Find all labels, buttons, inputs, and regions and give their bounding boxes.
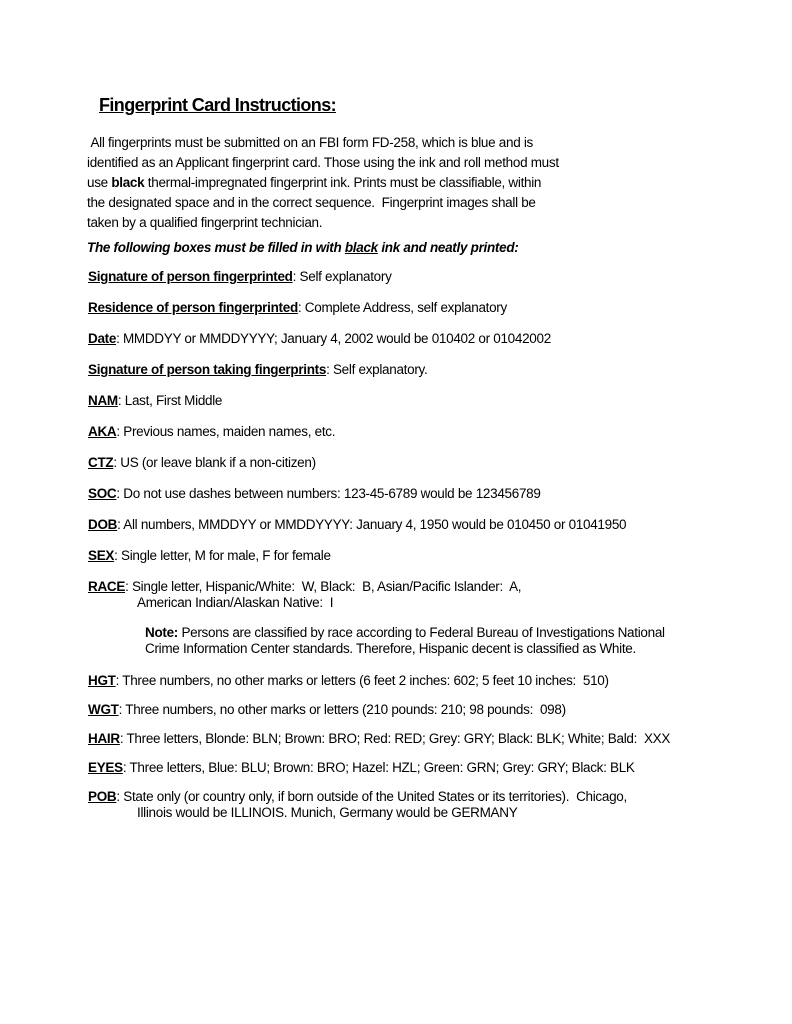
bold-word-black: black	[111, 175, 145, 190]
field-sex	[88, 548, 762, 564]
field-line	[88, 789, 762, 805]
field-label: Signature of person taking fingerprints	[88, 362, 327, 377]
intro-line-2: identified as an Applicant fingerprint card. Those using the ink and roll method must	[87, 155, 559, 170]
field-text: : Last, First Middle	[117, 393, 223, 408]
field-continuation: Illinois would be ILLINOIS. Munich, Germany would be GERMANY	[137, 805, 518, 820]
field-text: : Self explanatory.	[326, 362, 428, 377]
field-soc	[88, 486, 762, 502]
underlined-word-black: black	[344, 240, 378, 255]
field-label: Signature of person fingerprinted	[88, 269, 293, 284]
field-label: EYES	[88, 760, 123, 775]
field-text: : MMDDYY or MMDDYYYY; January 4, 2002 would be 010402 or 01042002	[116, 331, 551, 346]
field-signature-taking	[88, 362, 762, 378]
note-label: Note:	[145, 625, 178, 640]
field-text: : Three letters, Blonde: BLN; Brown: BRO; Red: RED; Grey: GRY; Black: BLK; White; Bald: XXX	[119, 731, 671, 746]
intro-line-5: taken by a qualified fingerprint technician.	[87, 215, 323, 230]
field-ctz	[88, 455, 762, 471]
intro-line-4: the designated space and in the correct sequence. Fingerprint images shall be	[87, 195, 536, 210]
field-label: RACE	[88, 579, 126, 594]
field-text: : Single letter, M for male, F for female	[114, 548, 331, 563]
field-wgt	[88, 702, 762, 718]
field-text: : State only (or country only, if born outside of the United States or its territories). Chicago,	[116, 789, 627, 804]
field-text: : Single letter, Hispanic/White: W, Black: B, Asian/Pacific Islander: A,	[125, 579, 522, 594]
note-line-2: Crime Information Center standards. Therefore, Hispanic decent is classified as White.	[145, 641, 636, 656]
intro-line-1: All fingerprints must be submitted on an FBI form FD-258, which is blue and is	[87, 135, 534, 150]
field-text: : Do not use dashes between numbers: 123-45-6789 would be 123456789	[116, 486, 541, 501]
boxes-instruction-heading: The following boxes must be filled in with black ink and neatly printed:	[87, 240, 519, 255]
field-text: : Self explanatory	[292, 269, 392, 284]
field-text: : Previous names, maiden names, etc.	[116, 424, 336, 439]
field-label: HAIR	[88, 731, 120, 746]
field-text: : Complete Address, self explanatory	[297, 300, 507, 315]
intro-paragraph	[87, 133, 752, 233]
field-eyes	[88, 760, 762, 776]
field-hgt	[88, 673, 762, 689]
field-label: AKA	[88, 424, 117, 439]
field-label: SOC	[88, 486, 117, 501]
field-text: : Three numbers, no other marks or letters (6 feet 2 inches: 602; 5 feet 10 inches: 510)	[115, 673, 609, 688]
field-label: CTZ	[88, 455, 114, 470]
note-line-1: Note: Persons are classified by race according to Federal Bureau of Investigations National	[145, 625, 665, 640]
field-continuation: American Indian/Alaskan Native: I	[137, 595, 334, 610]
page-title: Fingerprint Card Instructions:	[99, 95, 337, 115]
field-residence	[88, 300, 762, 316]
field-pob	[88, 789, 762, 821]
field-label: POB	[88, 789, 117, 804]
intro-line-3: use black thermal-impregnated fingerprint ink. Prints must be classifiable, within	[87, 175, 542, 190]
field-label: DOB	[88, 517, 118, 532]
field-label: HGT	[88, 673, 116, 688]
field-label: NAM	[88, 393, 118, 408]
field-aka	[88, 424, 762, 440]
field-text: : Three letters, Blue: BLU; Brown: BRO; Hazel: HZL; Green: GRN; Grey: GRY; Black: BLK	[122, 760, 635, 775]
field-race	[88, 579, 762, 611]
field-nam	[88, 393, 762, 409]
field-label: SEX	[88, 548, 115, 563]
field-hair	[88, 731, 762, 747]
field-text: : All numbers, MMDDYY or MMDDYYYY: January 4, 1950 would be 010450 or 01041950	[117, 517, 627, 532]
field-signature-fingerprinted	[88, 269, 762, 285]
field-label: WGT	[88, 702, 119, 717]
field-dob	[88, 517, 762, 533]
field-label: Residence of person fingerprinted	[88, 300, 298, 315]
field-text: : US (or leave blank if a non-citizen)	[113, 455, 316, 470]
field-line	[88, 579, 762, 595]
race-note	[145, 625, 732, 657]
field-text: : Three numbers, no other marks or letters (210 pounds: 210; 98 pounds: 098)	[118, 702, 566, 717]
field-label: Date	[88, 331, 117, 346]
field-date	[88, 331, 762, 347]
